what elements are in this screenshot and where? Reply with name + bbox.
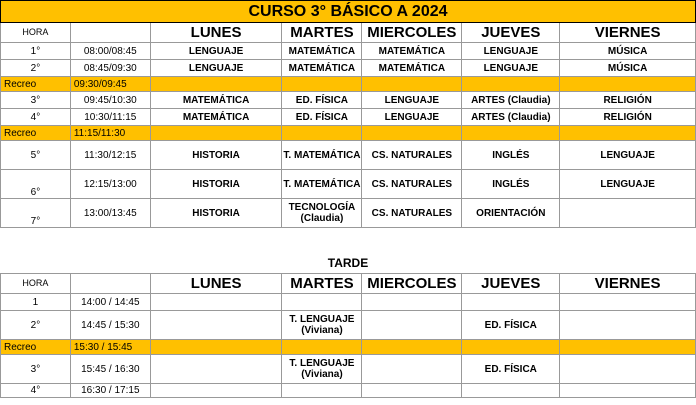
table-row (1, 311, 696, 340)
hora-cell: Recreo (1, 340, 71, 355)
subject-cell: INGLÉS (462, 170, 560, 199)
subject-cell: TECNOLOGÍA (Claudia) (282, 199, 362, 228)
table-row (1, 60, 696, 77)
subject-cell (150, 77, 282, 92)
subject-cell: T. LENGUAJE (Viviana) (282, 311, 362, 340)
subject-cell: HISTORIA (150, 199, 282, 228)
subject-cell (560, 340, 696, 355)
subject-cell: LENGUAJE (150, 60, 282, 77)
hora-cell: 4° (1, 109, 71, 126)
subject-cell (362, 384, 462, 398)
day-header-miercoles: MIERCOLES (362, 274, 462, 294)
time-header (70, 274, 150, 294)
subject-cell (282, 340, 362, 355)
subject-cell (362, 294, 462, 311)
day-header-viernes: VIERNES (560, 274, 696, 294)
hora-cell: 2° (1, 311, 71, 340)
subject-cell (560, 126, 696, 141)
recreo-row (1, 126, 696, 141)
subject-cell: RELIGIÓN (560, 109, 696, 126)
subject-cell: ARTES (Claudia) (462, 92, 560, 109)
hora-cell: 7° (1, 199, 71, 228)
recreo-row (1, 340, 696, 355)
table-row (1, 109, 696, 126)
hora-cell: 1 (1, 294, 71, 311)
subject-cell: CS. NATURALES (362, 141, 462, 170)
subject-cell: MÚSICA (560, 43, 696, 60)
time-cell: 09:45/10:30 (70, 92, 150, 109)
recreo-row (1, 77, 696, 92)
day-header-viernes: VIERNES (560, 23, 696, 43)
time-cell: 08:45/09:30 (70, 60, 150, 77)
subject-cell: ORIENTACIÓN (462, 199, 560, 228)
subject-cell: HISTORIA (150, 141, 282, 170)
hora-header: HORA (1, 23, 71, 43)
subject-cell (462, 77, 560, 92)
hora-cell: 3° (1, 355, 71, 384)
time-cell: 15:45 / 16:30 (70, 355, 150, 384)
subject-cell: ED. FÍSICA (282, 109, 362, 126)
subject-cell (150, 126, 282, 141)
time-cell: 13:00/13:45 (70, 199, 150, 228)
subject-cell (362, 340, 462, 355)
day-header-martes: MARTES (282, 23, 362, 43)
subject-cell: LENGUAJE (150, 43, 282, 60)
hora-cell: 3° (1, 92, 71, 109)
subject-cell (282, 77, 362, 92)
subject-cell: MATEMÁTICA (362, 60, 462, 77)
subject-cell: HISTORIA (150, 170, 282, 199)
subject-cell: LENGUAJE (362, 92, 462, 109)
subject-cell (560, 384, 696, 398)
subject-cell: CS. NATURALES (362, 170, 462, 199)
subject-cell (362, 311, 462, 340)
subject-cell: ARTES (Claudia) (462, 109, 560, 126)
table-row (1, 199, 696, 228)
subject-cell (560, 311, 696, 340)
time-header (70, 23, 150, 43)
time-cell: 15:30 / 15:45 (70, 340, 150, 355)
subject-cell: T. LENGUAJE (Viviana) (282, 355, 362, 384)
table-row (1, 92, 696, 109)
day-header-lunes: LUNES (150, 23, 282, 43)
subject-cell: T. MATEMÁTICA (282, 141, 362, 170)
table-row (1, 43, 696, 60)
subject-cell (462, 384, 560, 398)
subject-cell: LENGUAJE (462, 43, 560, 60)
subject-cell: LENGUAJE (362, 109, 462, 126)
time-cell: 14:00 / 14:45 (70, 294, 150, 311)
hora-cell: 6° (1, 170, 71, 199)
subject-cell (462, 126, 560, 141)
subject-cell: ED. FÍSICA (462, 311, 560, 340)
subject-cell (560, 294, 696, 311)
time-cell: 16:30 / 17:15 (70, 384, 150, 398)
subject-cell (150, 384, 282, 398)
subject-cell (282, 126, 362, 141)
time-cell: 11:15/11:30 (70, 126, 150, 141)
hora-cell: 5° (1, 141, 71, 170)
subject-cell: MATEMÁTICA (282, 60, 362, 77)
subject-cell (560, 77, 696, 92)
subject-cell: MATEMÁTICA (150, 92, 282, 109)
time-cell: 14:45 / 15:30 (70, 311, 150, 340)
subject-cell (560, 355, 696, 384)
time-cell: 08:00/08:45 (70, 43, 150, 60)
subject-cell (282, 384, 362, 398)
table-row (1, 294, 696, 311)
schedule-title: CURSO 3° BÁSICO A 2024 (1, 1, 696, 23)
subject-cell (362, 355, 462, 384)
subject-cell (362, 77, 462, 92)
time-cell: 10:30/11:15 (70, 109, 150, 126)
hora-cell: 2° (1, 60, 71, 77)
table-row (1, 141, 696, 170)
subject-cell: LENGUAJE (462, 60, 560, 77)
subject-cell (362, 126, 462, 141)
day-header-jueves: JUEVES (462, 274, 560, 294)
hora-cell: Recreo (1, 77, 71, 92)
day-header-miercoles: MIERCOLES (362, 23, 462, 43)
subject-cell (150, 311, 282, 340)
time-cell: 09:30/09:45 (70, 77, 150, 92)
afternoon-schedule-table (0, 273, 696, 398)
subject-cell: RELIGIÓN (560, 92, 696, 109)
table-row (1, 170, 696, 199)
tarde-title: TARDE (327, 256, 369, 270)
subject-cell: T. MATEMÁTICA (282, 170, 362, 199)
subject-cell (150, 294, 282, 311)
subject-cell: INGLÉS (462, 141, 560, 170)
subject-cell (462, 294, 560, 311)
subject-cell (560, 199, 696, 228)
subject-cell (150, 340, 282, 355)
hora-cell: Recreo (1, 126, 71, 141)
subject-cell: MÚSICA (560, 60, 696, 77)
table-row (1, 355, 696, 384)
subject-cell: LENGUAJE (560, 141, 696, 170)
time-cell: 12:15/13:00 (70, 170, 150, 199)
subject-cell (462, 340, 560, 355)
table-row (1, 384, 696, 398)
time-cell: 11:30/12:15 (70, 141, 150, 170)
hora-cell: 4° (1, 384, 71, 398)
subject-cell: MATEMÁTICA (282, 43, 362, 60)
subject-cell: CS. NATURALES (362, 199, 462, 228)
day-header-martes: MARTES (282, 274, 362, 294)
day-header-lunes: LUNES (150, 274, 282, 294)
subject-cell: MATEMÁTICA (150, 109, 282, 126)
subject-cell: ED. FÍSICA (462, 355, 560, 384)
subject-cell: LENGUAJE (560, 170, 696, 199)
hora-cell: 1° (1, 43, 71, 60)
subject-cell: ED. FÍSICA (282, 92, 362, 109)
hora-header: HORA (1, 274, 71, 294)
subject-cell (282, 294, 362, 311)
subject-cell (150, 355, 282, 384)
subject-cell: MATEMÁTICA (362, 43, 462, 60)
day-header-jueves: JUEVES (462, 23, 560, 43)
